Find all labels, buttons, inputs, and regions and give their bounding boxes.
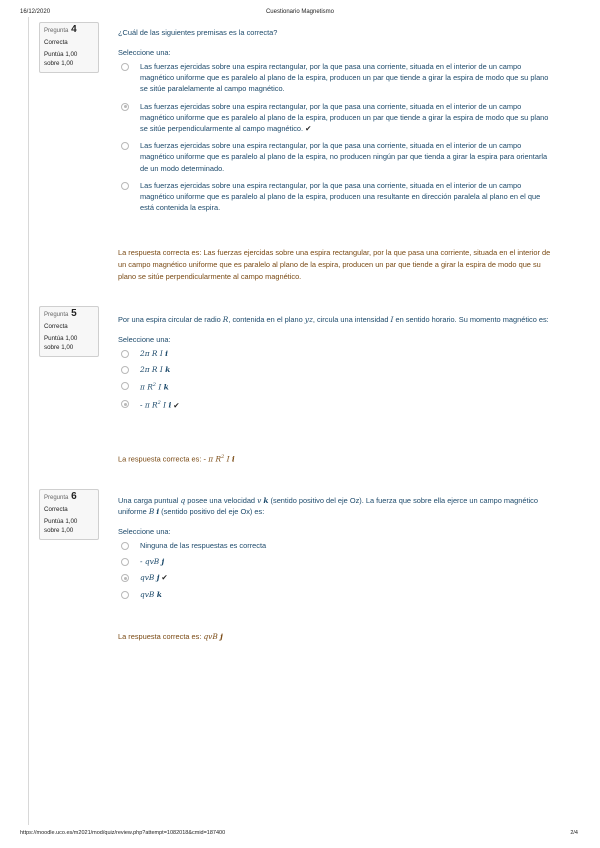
- question-number: 4: [71, 24, 77, 35]
- answer-option-selected[interactable]: qvB j ✔: [118, 572, 554, 583]
- footer-url[interactable]: https://moodle.uco.es/m2021/mod/quiz/review.php?attempt=1082018&cmid=187400: [20, 830, 226, 836]
- question-state: Correcta: [44, 38, 68, 46]
- page-title: Cuestionario Magnetismo: [265, 9, 335, 15]
- radio-button-selected[interactable]: [121, 574, 129, 582]
- correct-answer-feedback: La respuesta correcta es: Las fuerzas ejercidas sobre una espira rectangular, por la que pasa una corriente, situada en el interior de un campo magnético uniforme que es paralelo al plano de la espira, producen un par que tiende a girar la espira de modo que su plano se sitúe perpendicularmente al campo magnético.: [118, 248, 551, 281]
- correct-answer-feedback: La respuesta correcta es: - π $R^2$ I i: [118, 454, 235, 464]
- question-text: Una carga puntual q posee una velocidad v k (sentido positivo del eje Oz). La fuerza que sobre ella ejerce un campo magnético uniforme B i (sentido positivo del eje Ox) es:: [118, 496, 538, 516]
- radio-button-selected[interactable]: [121, 400, 129, 408]
- question-info-5: [39, 306, 99, 357]
- question-label: Pregunta: [44, 28, 69, 34]
- select-prompt: Seleccione una:: [118, 335, 171, 344]
- question-body-5: [118, 314, 554, 416]
- radio-button[interactable]: [121, 142, 129, 150]
- answer-option[interactable]: Las fuerzas ejercidas sobre una espira rectangular, por la que pasa una corriente, situada en el interior de un campo magnético uniforme que es paralelo al plano de la espira, producen una resultante en dirección paralela al plano en el que está contenida la espira.: [118, 180, 554, 214]
- check-icon: ✔: [305, 124, 312, 134]
- answer-option[interactable]: Ninguna de las respuestas es correcta: [118, 540, 554, 551]
- radio-button[interactable]: [121, 591, 129, 599]
- question-grade: Puntúa 1,00 sobre 1,00: [44, 518, 78, 534]
- question-state: Correcta: [44, 505, 68, 513]
- answer-option-selected[interactable]: - π $R^2$ I i ✔: [118, 398, 554, 411]
- question-number: 6: [71, 491, 77, 502]
- question-grade: Puntúa 1,00 sobre 1,00: [44, 51, 78, 67]
- check-icon: ✔: [173, 400, 180, 410]
- question-info-4: [39, 22, 99, 73]
- radio-button[interactable]: [121, 63, 129, 71]
- print-date: 16/12/2020: [20, 9, 51, 15]
- answer-option[interactable]: π $R^2$ I k: [118, 380, 554, 393]
- question-state: Correcta: [44, 322, 68, 330]
- correct-answer-feedback: La respuesta correcta es: qvB j: [118, 632, 223, 641]
- page-number: 2/4: [570, 830, 578, 836]
- select-prompt: Seleccione una:: [118, 48, 171, 57]
- question-body-6: [118, 495, 554, 605]
- radio-button[interactable]: [121, 542, 129, 550]
- question-info-6: [39, 489, 99, 540]
- left-rule: [28, 17, 29, 825]
- radio-button[interactable]: [121, 366, 129, 374]
- question-label: Pregunta: [44, 312, 69, 318]
- answer-option-selected[interactable]: Las fuerzas ejercidas sobre una espira rectangular, por la que pasa una corriente, situada en el interior de un campo magnético uniforme que es paralelo al plano de la espira, producen un par que tiende a girar la espira de modo que su plano se sitúe perpendicularmente al campo magnético. ✔: [118, 101, 554, 135]
- question-text: Por una espira circular de radio R, contenida en el plano yz, circula una intensidad I en sentido horario. Su momento magnético es:: [118, 315, 549, 324]
- select-prompt: Seleccione una:: [118, 527, 171, 536]
- radio-button[interactable]: [121, 382, 129, 390]
- answer-option[interactable]: - qvB j: [118, 556, 554, 567]
- radio-button-selected[interactable]: [121, 103, 129, 111]
- radio-button[interactable]: [121, 182, 129, 190]
- question-body-4: [118, 27, 554, 219]
- answer-option[interactable]: qvB k: [118, 589, 554, 600]
- check-icon: ✔: [161, 573, 168, 583]
- answer-option[interactable]: 2π R I i: [118, 348, 554, 359]
- question-label: Pregunta: [44, 495, 69, 501]
- question-text: ¿Cuál de las siguientes premisas es la correcta?: [118, 28, 278, 37]
- question-grade: Puntúa 1,00 sobre 1,00: [44, 335, 78, 351]
- radio-button[interactable]: [121, 350, 129, 358]
- radio-button[interactable]: [121, 558, 129, 566]
- answer-option[interactable]: Las fuerzas ejercidas sobre una espira rectangular, por la que pasa una corriente, situada en el interior de un campo magnético uniforme que es paralelo al plano de la espira, no producen ningún par que tienda a girar la espira para orientarla de un modo determinado.: [118, 140, 554, 174]
- question-number: 5: [71, 308, 77, 319]
- answer-option[interactable]: Las fuerzas ejercidas sobre una espira rectangular, por la que pasa una corriente, situada en el interior de un campo magnético uniforme que es paralelo al plano de la espira, producen un par que tiende a girar la espira de modo que su plano se sitúe paralelamente al campo magnético.: [118, 61, 554, 95]
- answer-option[interactable]: 2π R I k: [118, 364, 554, 375]
